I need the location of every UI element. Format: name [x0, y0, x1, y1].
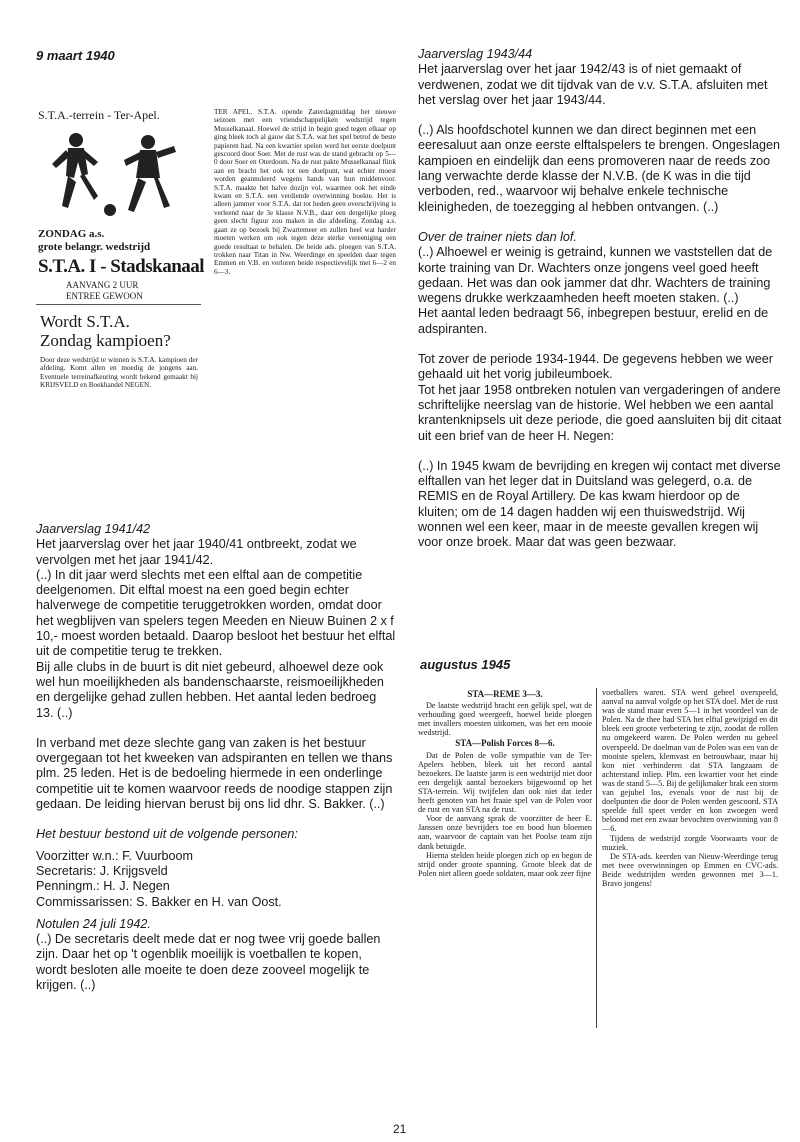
clipping-header: S.T.A.-terrein - Ter-Apel.	[38, 108, 160, 122]
heading-trainer: Over de trainer niets dan lof.	[418, 229, 577, 244]
clipping-paragraph: De laatste wedstrijd bracht een gelijk spel, wat de verhouding goed weergeeft, hoewel beide ploegen met invallers moesten uitkomen, was het een mooie wedstrijd.	[418, 701, 592, 738]
page-number: 21	[393, 1122, 407, 1136]
ad-line-1: ZONDAG a.s.	[38, 228, 105, 240]
clipping-paragraph: De STA-ads. keerden van Nieuw-Weerdinge terug met twee overwinningen op Emmen en CVC-ads. Beide wedstrijden werden gewonnen met 3—1. Bravo jongens!	[602, 851, 778, 888]
clipping-paragraph: voetballers waren. STA werd geheel overspeeld, aanval na aanval volgde op het STA doel. Met de rust was de stand maar even 5—1 in het voordeel van de Polen. Na de thee had STA het elftal gewijzigd en dit bleek een groote verbetering te zijn, zoodat de rollen nu omgekeerd waren. De Polen werden nu geheel overspeeld. De doelman van de Polen was een van de mooiste spelers, klemvast en betrouwbaar, maar hij kon niet verhinderen dat STA langzaam de achterstand inliep. Plm. een kwartier voor het einde was de stand 5—5. Bij de gelijkmaker brak een storm van gejubel los, evenals voor de rust bij de doelpunten die door de Polen werden gescoord. STA speelde full speet verder en kon zwoegen werd beloond met een zwaar bevochten overwinning van 8—6.	[602, 688, 778, 834]
right-date: augustus 1945	[420, 657, 511, 672]
clipping-paragraph: Tijdens de wedstrijd zorgde Voorwaarts voor de muziek.	[602, 833, 778, 852]
match-header: STA—Polish Forces 8—6.	[455, 738, 555, 749]
paragraph: Tot zover de periode 1934-1944. De gegevens hebben we weer gehaald uit het vorig jubileumboek.	[418, 352, 773, 382]
paragraph: Bij alle clubs in de buurt is dit niet gebeurd, alhoewel deze ook wel hun moeilijkheden als bandenschaarste, reismoeilijkheden en dergelijke gehad zullen hebben. Het aantal leden bedroeg 13. (..)	[36, 659, 384, 720]
right-text-column	[418, 47, 782, 566]
board-member: Secretaris: J. Krijgsveld	[36, 863, 168, 878]
column-divider	[596, 688, 597, 1028]
paragraph: (..) Alhoewel er weinig is getraind, kunnen we vaststellen dat de korte training van Dr. Wachters onze jongens veel goed heeft gedaan. Het was dan ook jammer dat dhr. Wachters de training wegens drukke werkzaamheden heeft moeten staken. (..)	[418, 245, 773, 306]
ad-line-3: AANVANG 2 UUR	[66, 280, 139, 290]
left-date: 9 maart 1940	[36, 48, 115, 63]
heading-jaarverslag-1943-44: Jaarverslag 1943/44	[418, 47, 533, 61]
ad-line-4: ENTREE GEWOON	[66, 291, 143, 301]
board-member: Penningm.: H. J. Negen	[36, 879, 170, 894]
paragraph: (..) De secretaris deelt mede dat er nog twee vrij goede ballen zijn. Daar het op 't ogenblik moeilijk is voetballen te kopen, wordt besloten alle moeite te doen deze zooveel mogelijk te krijgen. (..)	[36, 932, 381, 993]
heading-jaarverslag-1941-42: Jaarverslag 1941/42	[36, 522, 151, 536]
paragraph: In verband met deze slechte gang van zaken is het bestuur overgegaan tot het kweeken van adspiranten en tellen we thans plm. 25 leden. Het is de bedoeling hiermede in een onderlinge competitie uit te komen waarvoor reeds de noodige stappen zijn gedaan. De leiding hiervan berust bij ons lid dhr. S. Bakker. (..)	[36, 735, 393, 812]
divider	[36, 304, 201, 305]
paragraph: (..) In 1945 kwam de bevrijding en kregen wij contact met diverse elftallen van het leger dat in Duitsland was gelegerd, o.a. de REMIS en de Royal Artillery. De kas kwam hierdoor op de kluiten; om de 14 dagen hadden wij een thuiswedstrijd. Wij wonnen wel een keer, maar in de meeste gevallen kregen wij voor onze broek. Maar dat was geen bezwaar.	[418, 458, 781, 550]
heading-bestuur: Het bestuur bestond uit de volgende personen:	[36, 827, 298, 842]
clipping-note: Door deze wedstrijd te winnen is S.T.A. kampioen der afdeling. Komt allen en moedig de jongens aan. Eventuele terreinafkeuring wordt bekend gemaakt bij KRIJSVELD en Boekhandel NEGEN.	[40, 356, 198, 390]
heading-notulen: Notulen 24 juli 1942.	[36, 916, 151, 931]
board-member: Voorzitter w.n.: F. Vuurboom	[36, 848, 194, 863]
match-header: STA—REME 3—3.	[467, 689, 543, 699]
paragraph: Het aantal leden bedraagt 56, inbegrepen bestuur, erelid en de adspiranten.	[418, 306, 769, 336]
clipping-report: TER APEL. S.T.A. opende Zaterdagmiddag het nieuwe seizoen met een vriendschappelijken wedstrijd tegen Musselkanaal. Hoewel de strijd in begin goed tegen elkaar op ging bleek toch al gauw dat S.T.A. wat het spel betrof de beste papieren had. Na een kwartier spelen werd het eerste doelpunt gescoord door Soer. Met de rust was de stand gebracht op 5—0 door Soer en Oterdoom. Na de rust pakte Musselkanaal flink aan en bracht het ook tot een doelpunt, wat echter moest worden geannuleerd wegens hands van hun middenvoor. S.T.A. maakte het halve dozijn vol, waarmee ook het einde kwam en S.T.A. een verdiende overwinning boekte. Het is alleen jammer voor S.T.A. dat tot heden geen overschrijving is verleend naar de 3e klasse N.V.B., daar een dergelijke ploeg geen slecht figuur zou maken in die afdeeling. Zondag a.s. gaan ze op bezoek bij Zwartemeer en zullen heel wat harder moeten werken om ook tegen deze sterke vereeniging een goede resultaat te behalen. De beide ads. ploegen van S.T.A. trokken naar Titan in Nw. Weerdinge en speelden daar tegen Emmen en V.B. en verloren beide respectievelijk met 6—2 en 6—3.	[214, 108, 396, 276]
left-text-column	[36, 522, 396, 993]
paragraph: Het jaarverslag over het jaar 1942/43 is of niet gemaakt of verdwenen, zodat we dit tijdvak van de v.v. S.T.A. afsluiten met het verslag over het jaar 1943/44.	[418, 62, 768, 107]
board-member: Commissarissen: S. Bakker en H. van Oost.	[36, 894, 282, 909]
paragraph: (..) In dit jaar werd slechts met een elftal aan de competitie deelgenomen. Dit elftal moest na een goed begin echter halverwege de competitie teruggetrokken worden, omdat door het wegblijven van spelers tegen Meeden en Nieuw Buinen 2 x f 10,- moest worden betaald. Daarop besloot het bestuur het elftal uit de competitie terug te trekken.	[36, 567, 396, 659]
paragraph: (..) Als hoofdschotel kunnen we dan direct beginnen met een eeresaluut aan onze eerste elftalspelers te brengen. Ongeslagen kampioen en eindelijk dan eens promoveren naar de reeds zoo lang verwachte derde klasse der N.V.B. (de K was in die tijd verboden, red., waarvoor wij behalve enkele technische kleinigheden, de toezegging al hebben ontvangen. (..)	[418, 123, 780, 214]
football-players-icon	[38, 126, 198, 226]
clipping-paragraph: Dat de Polen de volle sympathie van de Ter-Apelers hebben, bleek uit het record aantal bezoekers. De laatste jaren is een wedstrijd niet door een dergelijk aantal bezoekers bijgewoond op het STA-terrein. Wij twijfelen dan ook niet dat ieder heeft genoten van het fraaie spel van de Polen voor de rust en van STA na de rust.	[418, 750, 592, 815]
headline-2: Zondag kampioen?	[40, 331, 171, 350]
ad-match-title: S.T.A. I - Stadskanaal	[38, 256, 205, 277]
ad-line-2: grote belangr. wedstrijd	[38, 241, 151, 253]
headline-1: Wordt S.T.A.	[40, 312, 130, 331]
paragraph: Het jaarverslag over het jaar 1940/41 ontbreekt, zodat we vervolgen met het jaar 1941/42.	[36, 537, 357, 567]
newspaper-clipping-1940	[36, 106, 396, 426]
clipping-paragraph: Voor de aanvang sprak de voorzitter de heer E. Janssen onze bevrijders toe en bood hun bloemen aan, waarvoor de captain van het Poolse team zijn dank betuigde.	[418, 814, 592, 851]
newspaper-clipping-1945	[418, 688, 778, 1033]
clipping-column-1	[418, 688, 592, 1033]
paragraph: Tot het jaar 1958 ontbreken notulen van vergaderingen of andere schriftelijke neerslag van de historie. Wel hebben we een aantal krantenknipsels uit deze periode, die goed aansluiten bij dit citaat uit een brief van de heer H. Negen:	[418, 382, 782, 443]
clipping-paragraph: Hierna stelden beide ploegen zich op en begon de strijd onder groote spanning. Groote bleek dat de Polen niet alleen goede soldaten, maar ook zeer fijne	[418, 850, 592, 878]
clipping-column-2	[602, 688, 778, 1033]
